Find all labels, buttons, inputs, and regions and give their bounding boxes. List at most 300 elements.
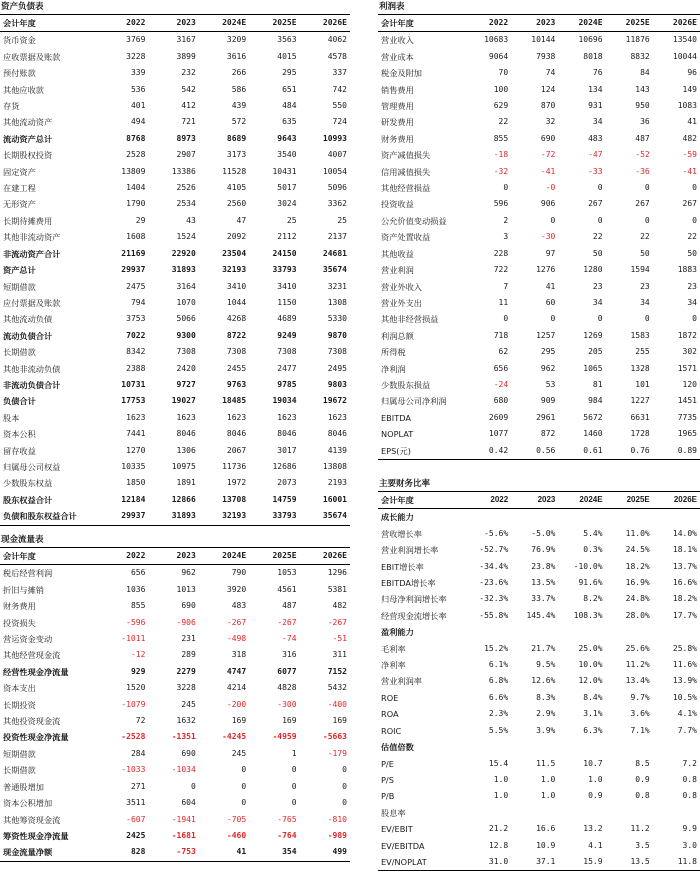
cell-value <box>653 739 700 755</box>
cell-value: 11.5 <box>536 758 556 768</box>
table-row <box>378 393 700 409</box>
cell-value: 0 <box>342 781 347 791</box>
cell-value: -0 <box>545 183 556 193</box>
table-row <box>378 131 700 147</box>
cell-value: 3511 <box>126 798 146 808</box>
cell-value: 13.5 <box>606 854 653 871</box>
table-row <box>378 641 700 657</box>
cell-value: 15.4 <box>488 758 509 768</box>
cell-value: 2 <box>503 215 509 225</box>
table-row <box>378 65 700 81</box>
cell-value: 0.8 <box>682 791 697 801</box>
cell-value: 1276 <box>536 265 556 275</box>
cell-value: 0.9 <box>635 774 650 784</box>
table-row <box>0 762 350 778</box>
cell-value: 962 <box>540 363 556 373</box>
cell-value: 3616 <box>226 51 247 61</box>
header-year: 2024E <box>558 492 605 509</box>
cell-value: 1790 <box>126 199 146 209</box>
table-row <box>378 690 700 706</box>
cell-value: 5381 <box>327 584 347 594</box>
cell-value: 2609 <box>488 412 509 422</box>
cell-value: 1.0 <box>493 774 509 784</box>
row-label: 少数股东权益 <box>3 478 53 489</box>
header-row <box>378 15 700 32</box>
cell-value: 1280 <box>583 265 603 275</box>
cell-value: 2475 <box>126 281 146 291</box>
table-row <box>0 279 350 295</box>
cell-value: 311 <box>332 650 347 660</box>
cell-value: 6631 <box>630 412 650 422</box>
table-row <box>378 328 700 344</box>
row-label: 应付票据及账款 <box>3 297 61 308</box>
cell-value: -1079 <box>121 699 146 709</box>
table-row <box>378 706 700 722</box>
row-label: ROE <box>381 692 399 703</box>
row-label: 毛利率 <box>381 643 406 654</box>
row-label: 其他非流动负债 <box>3 363 61 374</box>
cell-value: 3024 <box>277 199 297 209</box>
cell-value: 1.0 <box>493 791 509 801</box>
cell-value: -906 <box>176 617 196 627</box>
cell-value: 3209 <box>226 35 247 45</box>
header-year: 2026E <box>300 15 350 32</box>
cell-value: 1583 <box>630 330 650 340</box>
cell-value: 742 <box>332 84 347 94</box>
cell-value: 2528 <box>126 150 146 160</box>
cell-value: 13809 <box>121 166 146 176</box>
cell-value: 596 <box>493 199 509 209</box>
cell-value: 8018 <box>583 51 603 61</box>
row-label: 长期待摊费用 <box>3 215 53 226</box>
cell-value: 3.0 <box>682 840 697 850</box>
cell-value: 245 <box>231 748 247 758</box>
cell-value: 1270 <box>126 445 146 455</box>
cell-value: 302 <box>682 347 697 357</box>
cell-value: 8342 <box>126 347 146 357</box>
cell-value: 3 <box>503 232 509 242</box>
cell-value: -179 <box>327 748 347 758</box>
row-label: 营业成本 <box>381 51 414 62</box>
cell-value: 828 <box>98 844 148 861</box>
cell-value: 1065 <box>583 363 603 373</box>
cell-value: 23 <box>687 281 697 291</box>
cell-value: -1011 <box>121 634 146 644</box>
cell-value: 24.5% <box>625 545 650 555</box>
row-label: 归属母公司净利润 <box>381 396 447 407</box>
cell-value: 487 <box>282 601 297 611</box>
cell-value: 10993 <box>322 133 347 143</box>
cell-value: 1077 <box>488 429 509 439</box>
cell-value: 7 <box>503 281 509 291</box>
cell-value: 9300 <box>176 330 196 340</box>
cell-value: 0 <box>241 798 247 808</box>
table-row <box>0 344 350 360</box>
cell-value: 11.2% <box>625 660 650 670</box>
cell-value: -300 <box>277 699 297 709</box>
cell-value: 1.0 <box>588 774 603 784</box>
cell-value: 1524 <box>176 232 196 242</box>
cell-value: 5066 <box>176 314 196 324</box>
table-row <box>0 131 350 147</box>
cell-value: 145.4% <box>526 610 556 620</box>
row-label: 其他流动资产 <box>3 117 53 128</box>
cell-value: 34 <box>687 297 697 307</box>
cell-value: 1623 <box>226 412 247 422</box>
table-row <box>378 805 700 821</box>
cell-value: 10044 <box>672 51 697 61</box>
row-label: 留存收益 <box>3 445 36 456</box>
cell-value: 690 <box>540 133 556 143</box>
table-row <box>0 229 350 245</box>
cell-value: -4959 <box>272 732 297 742</box>
cell-value: 7308 <box>226 347 247 357</box>
cell-value <box>606 509 653 526</box>
cell-value: 50 <box>592 248 603 258</box>
cell-value: 5017 <box>277 183 297 193</box>
cell-value: 149 <box>682 84 697 94</box>
cell-value <box>558 805 605 821</box>
row-label: 营业外收入 <box>381 281 422 292</box>
income-statement-body <box>378 15 700 460</box>
cell-value: 9803 <box>327 379 347 389</box>
row-label: EV/NOPLAT <box>378 854 464 871</box>
cell-value: 2560 <box>226 199 247 209</box>
cell-value: 550 <box>332 101 347 111</box>
cell-value: 4015 <box>277 51 297 61</box>
row-label: 所得税 <box>381 347 406 358</box>
cell-value: 1257 <box>536 330 556 340</box>
table-row <box>0 844 350 861</box>
cell-value: 3920 <box>226 584 247 594</box>
cell-value: -51 <box>332 634 347 644</box>
cell-value: 22 <box>640 232 650 242</box>
cell-value: 1044 <box>226 297 247 307</box>
cell-value: 0 <box>597 183 603 193</box>
cell-value: -267 <box>226 617 247 627</box>
cell-value: 1070 <box>176 297 196 307</box>
cell-value: 295 <box>540 347 556 357</box>
cell-value: 0 <box>291 798 297 808</box>
table-row <box>0 812 350 828</box>
cell-value: 0.9 <box>588 791 603 801</box>
cell-value: 37.1 <box>511 854 558 871</box>
cell-value: 12.0% <box>578 676 603 686</box>
table-row <box>378 608 700 624</box>
cell-value: 16.6 <box>536 824 556 834</box>
cell-value: 25.6% <box>625 643 650 653</box>
cell-value: 1451 <box>677 396 697 406</box>
cell-value: 41 <box>687 117 697 127</box>
cell-value: 872 <box>540 429 556 439</box>
cell-value: 13.5% <box>531 578 556 588</box>
cell-value: 13540 <box>672 35 697 45</box>
cell-value: 8722 <box>226 330 247 340</box>
row-label: EBITDA增长率 <box>381 578 436 589</box>
table-row <box>378 624 700 640</box>
cell-value: -5.0% <box>531 528 556 538</box>
table-row <box>0 98 350 114</box>
header-year: 2025E <box>606 492 653 509</box>
row-label: 长期投资 <box>3 699 36 710</box>
cell-value: 32193 <box>199 508 249 525</box>
cell-value <box>511 805 558 821</box>
row-label: NOPLAT <box>381 429 414 440</box>
table-row <box>378 295 700 311</box>
table-row <box>0 631 350 647</box>
cell-value: 1.0 <box>540 774 556 784</box>
cell-value: 950 <box>635 101 650 111</box>
cell-value: 5330 <box>327 314 347 324</box>
cash-flow-title: 现金流量表 <box>1 535 44 545</box>
cell-value: 205 <box>588 347 603 357</box>
cell-value: 4689 <box>277 314 297 324</box>
cell-value: 10.9 <box>536 840 556 850</box>
cell-value: 8.3% <box>536 692 556 702</box>
cell-value: 984 <box>588 396 603 406</box>
row-label: 短期借款 <box>3 281 36 292</box>
cell-value: 8.5 <box>635 758 650 768</box>
row-label: ROIC <box>381 725 402 736</box>
table-row <box>0 828 350 844</box>
cell-value: 1608 <box>126 232 146 242</box>
cell-value: 2073 <box>277 478 297 488</box>
table-row <box>378 854 700 871</box>
table-row <box>0 393 350 409</box>
row-label: 少数股东损益 <box>381 379 431 390</box>
cell-value: 651 <box>282 84 297 94</box>
cell-value: 84 <box>640 68 650 78</box>
table-row <box>0 410 350 426</box>
cell-value: 15.9 <box>558 854 605 871</box>
row-label: 经营现金流增长率 <box>381 610 447 621</box>
cell-value: -400 <box>327 699 347 709</box>
cell-value: 18.2% <box>672 594 697 604</box>
cell-value: 266 <box>231 68 247 78</box>
cell-value: 13.2 <box>583 824 603 834</box>
row-label: 存货 <box>3 101 20 112</box>
cell-value: -498 <box>226 634 247 644</box>
row-label: 资产减值损失 <box>381 150 431 161</box>
cell-value: 28.0% <box>625 610 650 620</box>
cell-value: 0 <box>291 765 297 775</box>
cell-value: 1632 <box>176 716 196 726</box>
cell-value: 929 <box>130 666 146 676</box>
cell-value: 7308 <box>277 347 297 357</box>
cell-value: 1972 <box>226 478 247 488</box>
row-label: 营业收入 <box>381 35 414 46</box>
cell-value: 43 <box>186 215 196 225</box>
cell-value: 906 <box>540 199 556 209</box>
cell-value: 1306 <box>176 445 196 455</box>
row-label: 净利率 <box>381 660 406 671</box>
row-label: 资产总计 <box>3 265 36 276</box>
cell-value: -1351 <box>171 732 196 742</box>
cell-value: 7938 <box>536 51 556 61</box>
table-row <box>0 82 350 98</box>
cell-value: -72 <box>540 150 556 160</box>
cell-value: 855 <box>130 601 146 611</box>
cell-value: 1404 <box>126 183 146 193</box>
cell-value: 718 <box>493 330 509 340</box>
cell-value: 0.3% <box>583 545 603 555</box>
cell-value: -41 <box>540 166 556 176</box>
row-label: 预付账款 <box>3 68 36 79</box>
cell-value: -34.4% <box>479 561 509 571</box>
cell-value: 5432 <box>327 683 347 693</box>
cell-value: 23 <box>592 281 603 291</box>
row-label: 其他收益 <box>381 248 414 259</box>
cell-value: 19672 <box>322 396 347 406</box>
cell-value: 412 <box>181 101 196 111</box>
header-year: 2022 <box>98 15 148 32</box>
cell-value: 1623 <box>327 412 347 422</box>
table-row <box>0 779 350 795</box>
table-row <box>0 114 350 130</box>
cell-value: 0 <box>190 781 196 791</box>
cell-value: 12184 <box>121 494 146 504</box>
cell-value <box>511 509 558 526</box>
cell-value <box>464 624 511 640</box>
cell-value: 2279 <box>176 666 196 676</box>
cell-value: 0 <box>342 765 347 775</box>
cell-value: 2.9% <box>536 709 556 719</box>
cell-value: 2092 <box>226 232 247 242</box>
cell-value: 11528 <box>222 166 247 176</box>
cell-value: 24150 <box>272 248 297 258</box>
cell-value: 401 <box>130 101 146 111</box>
row-label: 营业利润增长率 <box>381 545 439 556</box>
cell-value <box>511 624 558 640</box>
cell-value: 10683 <box>484 35 509 45</box>
row-label: 固定资产 <box>3 166 36 177</box>
balance-sheet-title: 资产负债表 <box>1 2 44 12</box>
row-label: EBIT增长率 <box>381 561 424 572</box>
cell-value: 0 <box>342 798 347 808</box>
row-label: 非流动负债合计 <box>3 379 61 390</box>
row-label: 普通股增加 <box>3 781 44 792</box>
cell-value: 101 <box>635 379 650 389</box>
income-statement-title: 利润表 <box>379 2 405 12</box>
row-label: EPS(元) <box>378 443 464 460</box>
cell-value: -1033 <box>121 765 146 775</box>
cell-value: 1571 <box>677 363 697 373</box>
cell-value: 33793 <box>272 265 297 275</box>
cell-value: 2455 <box>226 363 247 373</box>
table-row <box>378 575 700 591</box>
table-row <box>378 673 700 689</box>
cell-value: 228 <box>493 248 509 258</box>
cell-value: 4828 <box>277 683 297 693</box>
row-label: 成长能力 <box>381 512 414 523</box>
balance-sheet-panel <box>0 0 350 526</box>
row-label: 投资损失 <box>3 617 36 628</box>
cell-value: 0 <box>241 765 247 775</box>
cell-value: 31893 <box>148 508 198 525</box>
row-label: 营业外支出 <box>381 297 422 308</box>
row-label: 营业利润率 <box>381 676 422 687</box>
table-row <box>378 32 700 49</box>
row-label: 经营性现金净流量 <box>3 666 69 677</box>
cell-value <box>464 509 511 526</box>
cell-value <box>653 805 700 821</box>
table-row <box>0 147 350 163</box>
cell-value: 2388 <box>126 363 146 373</box>
cell-value: -23.6% <box>479 578 509 588</box>
cell-value: 690 <box>181 601 196 611</box>
row-label: P/E <box>381 758 394 769</box>
cell-value: 9785 <box>277 379 297 389</box>
cell-value: 23.8% <box>531 561 556 571</box>
table-row <box>0 729 350 745</box>
header-row <box>0 15 350 32</box>
cell-value: 7308 <box>327 347 347 357</box>
cell-value: 7735 <box>677 412 697 422</box>
cell-value: 13708 <box>222 494 247 504</box>
row-label: 其他应收款 <box>3 84 44 95</box>
cell-value: 8973 <box>176 133 196 143</box>
cell-value <box>606 805 653 821</box>
row-label: 其他投资现金流 <box>3 716 61 727</box>
table-row <box>378 147 700 163</box>
cell-value: 0.8 <box>682 774 697 784</box>
cell-value: 7152 <box>327 666 347 676</box>
cell-value: 11.6% <box>672 660 697 670</box>
header-year: 2025E <box>249 15 299 32</box>
table-row <box>0 443 350 459</box>
row-label: 其他经营损益 <box>381 183 431 194</box>
cell-value: 316 <box>282 650 297 660</box>
cell-value: 794 <box>130 297 146 307</box>
cell-value: 1623 <box>126 412 146 422</box>
row-label: 长期借款 <box>3 347 36 358</box>
cell-value: 3.9% <box>536 725 556 735</box>
cell-value: 5.5% <box>488 725 509 735</box>
cell-value: 97 <box>545 248 556 258</box>
cell-value: 3362 <box>327 199 347 209</box>
cell-value: 1013 <box>176 584 196 594</box>
cell-value: -30 <box>540 232 556 242</box>
cell-value: 76 <box>592 68 603 78</box>
header-year: 2026E <box>300 548 350 565</box>
cell-value: 0.56 <box>511 443 558 460</box>
cell-value: 4.1 <box>588 840 603 850</box>
cell-value: 25 <box>337 215 347 225</box>
cell-value: 2961 <box>536 412 556 422</box>
cell-value: 124 <box>540 84 556 94</box>
cell-value: 24681 <box>322 248 347 258</box>
cell-value: 8046 <box>226 429 247 439</box>
cell-value: 7441 <box>126 429 146 439</box>
cell-value: 0.42 <box>464 443 511 460</box>
cell-value: 10335 <box>121 461 146 471</box>
table-row <box>378 591 700 607</box>
row-label: 股东权益合计 <box>3 494 53 505</box>
cell-value: 0 <box>503 183 509 193</box>
row-label: 应收票据及账款 <box>3 51 61 62</box>
ratios-panel <box>378 477 700 871</box>
cell-value: 3231 <box>327 281 347 291</box>
table-row <box>378 229 700 245</box>
cell-value: 439 <box>231 101 247 111</box>
table-row <box>378 756 700 772</box>
table-row <box>378 377 700 393</box>
cell-value: 487 <box>635 133 650 143</box>
table-row <box>378 196 700 212</box>
table-row <box>0 213 350 229</box>
cell-value: -1034 <box>171 765 196 775</box>
cell-value: 5672 <box>583 412 603 422</box>
